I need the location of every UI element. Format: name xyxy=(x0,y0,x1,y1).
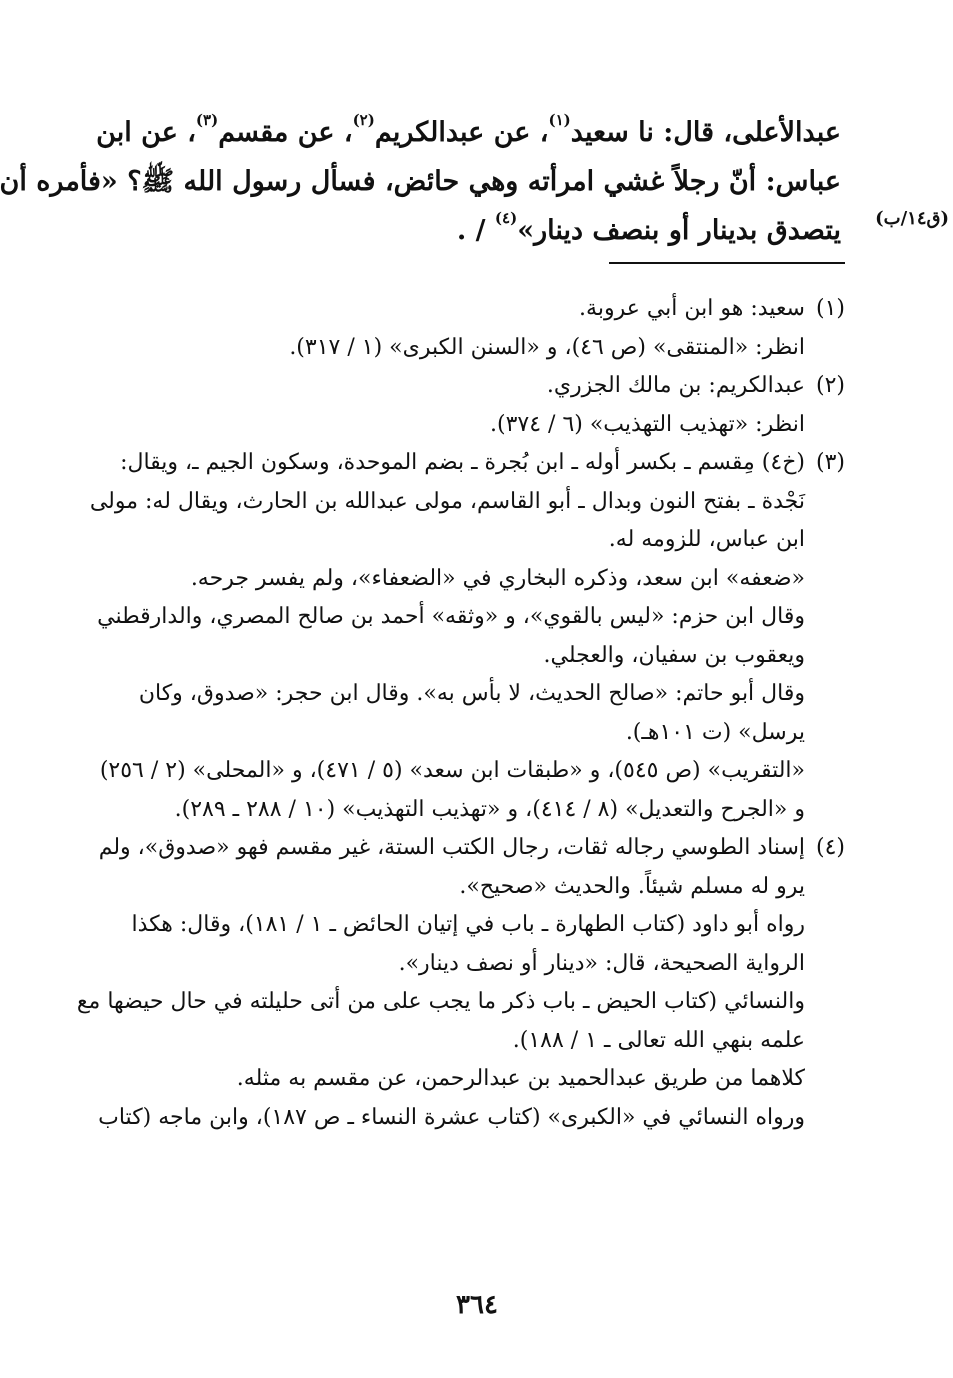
footnote-line: والنسائي (كتاب الحيض ـ باب ذكر ما يجب على من أتى حليلته في حال حيضها مع xyxy=(76,989,805,1014)
footnote-line: كلاهما من طريق عبدالحميد بن عبدالرحمن، عن مقسم به مثله. xyxy=(236,1066,805,1091)
footnote-3 xyxy=(89,444,845,829)
footnote-text: سعيد: هو ابن أبي عروبة. xyxy=(579,296,805,321)
manuscript-folio-note: (ق١٤/ب) xyxy=(875,208,949,229)
footnote-line: نَجْدة ـ بفتح النون وبدال ـ أبو القاسم، مولى عبدالله بن الحارث، ويقال له: مولى xyxy=(89,488,805,514)
text-segment: ، عن عبدالكريم xyxy=(374,117,549,148)
text-segment: عبدالأعلى، قال: نا سعيد xyxy=(570,117,841,148)
footnote-number: (٤) xyxy=(815,835,845,860)
footnote-line: علمه بنهي الله تعالى ـ ١ / ١٨٨). xyxy=(512,1027,805,1053)
footnote-line: الرواية الصحيحة، قال: «دينار أو نصف دينار». xyxy=(398,950,805,976)
document-page xyxy=(1,0,953,1378)
main-text xyxy=(0,108,841,255)
footnote-number: (٢) xyxy=(815,373,845,398)
footnote-line: وقال ابن حزم: «ليس بالقوي»، و «وثقه» أحمد بن صالح المصري، والدارقطني xyxy=(97,604,805,629)
text-segment: / . xyxy=(456,215,495,246)
footnote-line xyxy=(121,444,845,483)
footnote-line: ابن عباس، للزومه له. xyxy=(608,527,805,552)
footnote-text: إسناد الطوسي رجاله ثقات، رجال الكتب الستة، غير مقسم فهو «صدوق»، ولم xyxy=(98,835,805,860)
footnote-line: يرو له مسلم شيئاً. والحديث «صحيح». xyxy=(459,873,805,899)
footnote-line xyxy=(121,367,845,406)
footnote-number: (١) xyxy=(815,296,845,321)
footnote-line: يرسل» (ت ١٠١هـ). xyxy=(625,719,805,745)
footnote-ref-2: (٢) xyxy=(352,111,375,129)
main-text-line xyxy=(121,206,841,255)
footnote-separator xyxy=(609,262,845,264)
footnote-line: و «الجرح والتعديل» (٨ / ٤١٤)، و «تهذيب التهذيب» (١٠ / ٢٨٨ ـ ٢٨٩). xyxy=(174,796,805,822)
footnote-line: انظر: «المنتقى» (ص ٤٦)، و «السنن الكبرى» (١ / ٣١٧). xyxy=(289,334,805,360)
footnote-ref-4: (٤) xyxy=(494,209,518,227)
footnote-line: ويعقوب بن سفيان، والعجلي. xyxy=(543,642,805,668)
text-segment: ، عن ابن xyxy=(96,117,196,148)
footnote-4 xyxy=(76,829,845,1137)
footnote-text: عبدالكريم: بن مالك الجزري. xyxy=(546,373,805,398)
footnote-line: ورواه النسائي في «الكبرى» (كتاب عشرة النساء ـ ص ١٨٧)، وابن ماجه (كتاب xyxy=(98,1104,805,1130)
footnote-ref-1: (١) xyxy=(548,111,571,129)
footnotes xyxy=(76,290,845,1137)
footnote-line: «ضعفه» ابن سعد، وذكره البخاري في «الضعفاء»، ولم يفسر جرحه. xyxy=(190,565,805,591)
main-text-line xyxy=(96,108,841,157)
text-segment: يتصدق بدينار أو بنصف دينار» xyxy=(517,215,841,246)
footnote-1 xyxy=(121,290,845,367)
footnote-line: انظر: «تهذيب التهذيب» (٦ / ٣٧٤). xyxy=(490,411,805,437)
footnote-text: (خ٤) مِقسم ـ بكسر أوله ـ ابن بُجرة ـ بضم الموحدة، وسكون الجيم ـ، ويقال: xyxy=(120,450,805,475)
footnote-2 xyxy=(121,367,845,444)
page-number: ٣٦٤ xyxy=(456,1290,498,1320)
footnote-line: «التقريب» (ص ٥٤٥)، و «طبقات ابن سعد» (٥ / ٤٧١)، و «المحلى» (٢ / ٢٥٦) xyxy=(99,758,805,783)
footnote-line xyxy=(98,829,845,868)
text-segment: ، عن مقسم xyxy=(218,117,353,148)
footnote-ref-3: (٣) xyxy=(195,111,219,129)
footnote-line: وقال أبو حاتم: «صالح الحديث، لا بأس به». وقال ابن حجر: «صدوق، وكان xyxy=(138,681,805,706)
main-text-line: عباس: أنّ رجلاً غشي امرأته وهي حائض، فسأل رسول الله ﷺ؟ «فأمره أن xyxy=(0,166,841,197)
footnote-line: رواه أبو داود (كتاب الطهارة ـ باب في إتيان الحائض ـ ١ / ١٨١)، وقال: هكذا xyxy=(131,912,805,937)
footnote-line xyxy=(121,290,845,329)
footnote-number: (٣) xyxy=(815,450,845,475)
